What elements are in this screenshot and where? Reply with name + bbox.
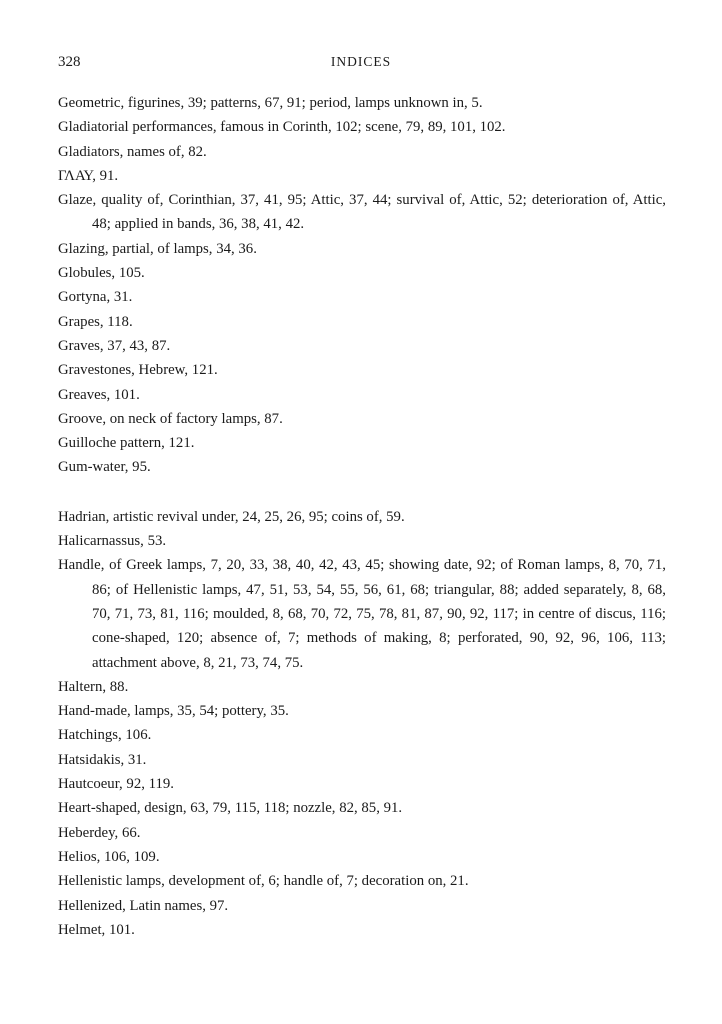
index-entry: Groove, on neck of factory lamps, 87.: [58, 410, 283, 427]
section-g: [58, 91, 666, 480]
index-entry: Helios, 106, 109.: [58, 848, 160, 865]
section-gap: [58, 480, 666, 505]
index-entry: Hatchings, 106.: [58, 727, 152, 744]
index-entries: [58, 91, 666, 942]
index-entry: Gravestones, Hebrew, 121.: [58, 362, 218, 379]
index-entry: Gum-water, 95.: [58, 459, 151, 476]
index-entry: Glaze, quality of, Corinthian, 37, 41, 95; Attic, 37, 44; survival of, Attic, 52; deterioration of, Attic, 48; applied in bands, 36, 38, 41, 42.: [58, 192, 666, 233]
index-entry: Gortyna, 31.: [58, 289, 133, 306]
index-entry: Heart-shaped, design, 63, 79, 115, 118; nozzle, 82, 85, 91.: [58, 800, 403, 817]
index-entry: Guilloche pattern, 121.: [58, 435, 195, 452]
page-number: 328: [58, 54, 81, 70]
index-entry: Hautcoeur, 92, 119.: [58, 776, 174, 793]
index-entry: Globules, 105.: [58, 265, 145, 282]
page-header: [58, 54, 664, 76]
index-entry: Gladiators, names of, 82.: [58, 143, 207, 160]
index-entry: Hellenistic lamps, development of, 6; handle of, 7; decoration on, 21.: [58, 873, 469, 890]
index-entry: Hadrian, artistic revival under, 24, 25, 26, 95; coins of, 59.: [58, 508, 405, 525]
index-entry: Hellenized, Latin names, 97.: [58, 897, 229, 914]
index-entry: Heberdey, 66.: [58, 824, 141, 841]
index-entry: Gladiatorial performances, famous in Corinth, 102; scene, 79, 89, 101, 102.: [58, 119, 506, 136]
index-entry: Geometric, figurines, 39; patterns, 67, 91; period, lamps unknown in, 5.: [58, 95, 483, 111]
section-h: [58, 505, 666, 942]
index-entry: ΓΛΑΥ, 91.: [58, 167, 119, 184]
index-entry: Grapes, 118.: [58, 313, 133, 330]
index-entry: Greaves, 101.: [58, 386, 140, 403]
index-entry: Haltern, 88.: [58, 678, 129, 695]
index-entry: Hatsidakis, 31.: [58, 751, 147, 768]
index-entry: Hand-made, lamps, 35, 54; pottery, 35.: [58, 703, 289, 720]
index-entry: Handle, of Greek lamps, 7, 20, 33, 38, 40, 42, 43, 45; showing date, 92; of Roman lamps, 8, 70, 71, 86; of Hellenistic lamps, 47, 51, 53, 54, 55, 56, 61, 68; triangular, 88; added separately, 8, 68, 70, 71, 73, 81, 116; moulded, 8, 68, 70, 72, 75, 78, 81, 87, 90, 92, 117; in centre of discus, 116; cone-shaped, 120; absence of, 7; methods of making, 8; perforated, 90, 92, 96, 106, 113; attachment above, 8, 21, 73, 74, 75.: [58, 557, 666, 671]
index-entry: Graves, 37, 43, 87.: [58, 337, 171, 354]
index-entry: Halicarnassus, 53.: [58, 533, 167, 550]
index-entry: Helmet, 101.: [58, 921, 135, 938]
index-entry: Glazing, partial, of lamps, 34, 36.: [58, 240, 257, 257]
running-head: INDICES: [330, 54, 392, 69]
